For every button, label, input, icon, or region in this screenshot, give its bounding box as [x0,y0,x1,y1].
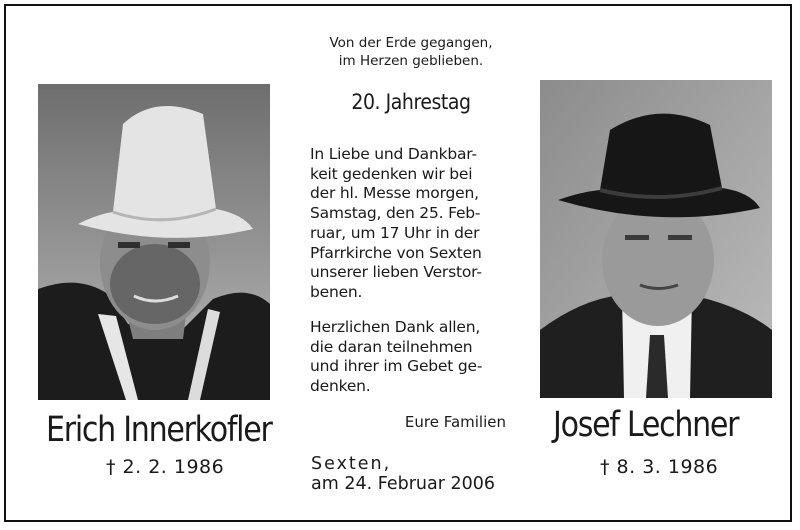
text-line: In Liebe und Dankbar- [310,145,477,163]
portrait-erich-innerkofler [38,84,270,400]
text-line: ruar, um 17 Uhr in der [310,223,480,242]
memorial-paragraph-2 [310,318,505,397]
issue-date: am 24. Februar 2006 [311,474,496,494]
text-line: der hl. Messe morgen, [310,184,479,203]
right-person-death-date: † 8. 3. 1986 [600,456,719,478]
left-person-death-date: † 2. 2. 1986 [106,456,225,478]
text-line: keit gedenken wir bei [310,164,473,183]
text-line: Pfarrkirche von Sexten [310,243,482,262]
motto [300,34,522,70]
signature: Eure Familien [404,413,506,431]
portrait-josef-lechner [540,80,772,398]
text-line: und ihrer im Gebet ge- [310,357,483,376]
text-line: Herzlichen Dank allen, [310,318,481,336]
text-line: benen. [310,282,363,301]
memorial-paragraph-1 [310,145,505,303]
place-and-date [311,454,495,494]
text-line: denken. [310,377,371,396]
anniversary-title: 20. Jahrestag [351,90,471,114]
place: Sexten, [311,454,392,474]
motto-line-2: im Herzen geblieben. [338,53,484,69]
text-line: unserer lieben Verstor- [310,263,482,282]
motto-line-1: Von der Erde gegangen, [329,35,493,51]
text-line: Samstag, den 25. Feb- [310,204,481,223]
left-person-name: Erich Innerkofler [46,410,272,450]
text-line: die daran teilnehmen [310,337,473,356]
right-person-name: Josef Lechner [553,405,739,445]
